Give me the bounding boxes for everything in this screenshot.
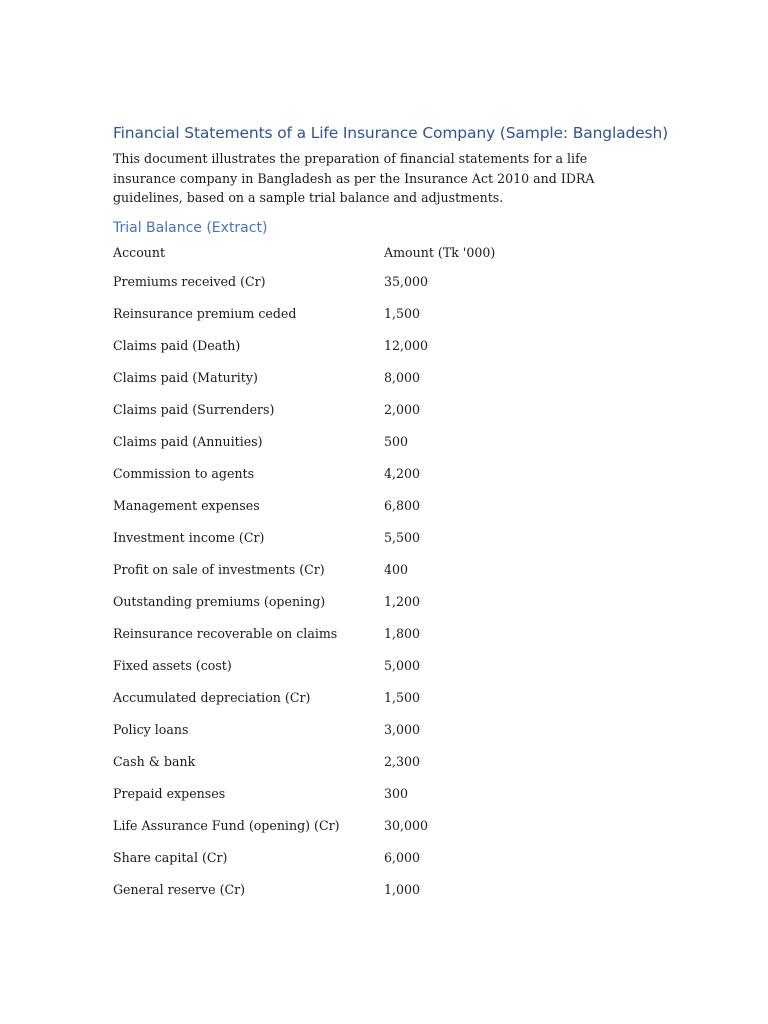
document-title: Financial Statements of a Life Insurance Company (Sample: Bangladesh) <box>113 124 669 142</box>
amount-cell: 3,000 <box>384 721 421 737</box>
table-row <box>113 265 653 297</box>
table-row <box>113 553 653 585</box>
table-row <box>113 329 653 361</box>
account-cell: General reserve (Cr) <box>113 881 246 897</box>
account-cell: Life Assurance Fund (opening) (Cr) <box>113 817 340 833</box>
table-row <box>113 457 653 489</box>
account-cell: Fixed assets (cost) <box>113 657 232 673</box>
table-row <box>113 521 653 553</box>
table-row <box>113 393 653 425</box>
amount-cell: 1,800 <box>384 625 421 641</box>
column-header-account: Account <box>113 245 166 260</box>
account-cell: Commission to agents <box>113 465 255 481</box>
table-row <box>113 809 653 841</box>
trial-balance-body <box>113 265 653 905</box>
account-cell: Outstanding premiums (opening) <box>113 593 326 609</box>
table-row <box>113 425 653 457</box>
table-row <box>113 649 653 681</box>
account-cell: Share capital (Cr) <box>113 849 228 865</box>
amount-cell: 35,000 <box>384 273 429 289</box>
amount-cell: 2,000 <box>384 401 421 417</box>
amount-cell: 1,500 <box>384 305 421 321</box>
account-cell: Profit on sale of investments (Cr) <box>113 561 325 577</box>
amount-cell: 1,500 <box>384 689 421 705</box>
table-row <box>113 745 653 777</box>
amount-cell: 6,800 <box>384 497 421 513</box>
amount-cell: 1,000 <box>384 881 421 897</box>
account-cell: Reinsurance premium ceded <box>113 305 297 321</box>
trial-balance-heading: Trial Balance (Extract) <box>113 220 268 236</box>
amount-cell: 5,500 <box>384 529 421 545</box>
amount-cell: 8,000 <box>384 369 421 385</box>
account-cell: Investment income (Cr) <box>113 529 265 545</box>
table-row <box>113 585 653 617</box>
amount-cell: 2,300 <box>384 753 421 769</box>
account-cell: Prepaid expenses <box>113 785 226 801</box>
account-cell: Claims paid (Surrenders) <box>113 401 275 417</box>
account-cell: Policy loans <box>113 721 189 737</box>
amount-cell: 500 <box>384 433 409 449</box>
column-header-amount: Amount (Tk '000) <box>384 245 496 260</box>
account-cell: Accumulated depreciation (Cr) <box>113 689 311 705</box>
amount-cell: 30,000 <box>384 817 429 833</box>
account-cell: Management expenses <box>113 497 260 513</box>
trial-balance-table <box>113 240 653 905</box>
account-cell: Premiums received (Cr) <box>113 273 266 289</box>
account-cell: Reinsurance recoverable on claims <box>113 625 338 641</box>
amount-cell: 12,000 <box>384 337 429 353</box>
table-row <box>113 489 653 521</box>
table-row <box>113 361 653 393</box>
table-row <box>113 777 653 809</box>
table-row <box>113 297 653 329</box>
amount-cell: 5,000 <box>384 657 421 673</box>
amount-cell: 6,000 <box>384 849 421 865</box>
amount-cell: 4,200 <box>384 465 421 481</box>
amount-cell: 1,200 <box>384 593 421 609</box>
table-row <box>113 617 653 649</box>
table-row <box>113 713 653 745</box>
intro-paragraph: This document illustrates the preparation of financial statements for a life insurance company in Bangladesh as per the Insurance Act 2010 and IDRA guidelines, based on a sample trial balance and adjustments. <box>113 151 595 205</box>
account-cell: Claims paid (Maturity) <box>113 369 258 385</box>
account-cell: Claims paid (Annuities) <box>113 433 263 449</box>
amount-cell: 400 <box>384 561 409 577</box>
table-row <box>113 681 653 713</box>
table-row <box>113 873 653 905</box>
table-row <box>113 841 653 873</box>
amount-cell: 300 <box>384 785 409 801</box>
account-cell: Claims paid (Death) <box>113 337 241 353</box>
account-cell: Cash & bank <box>113 753 196 769</box>
table-header-row <box>113 240 653 265</box>
